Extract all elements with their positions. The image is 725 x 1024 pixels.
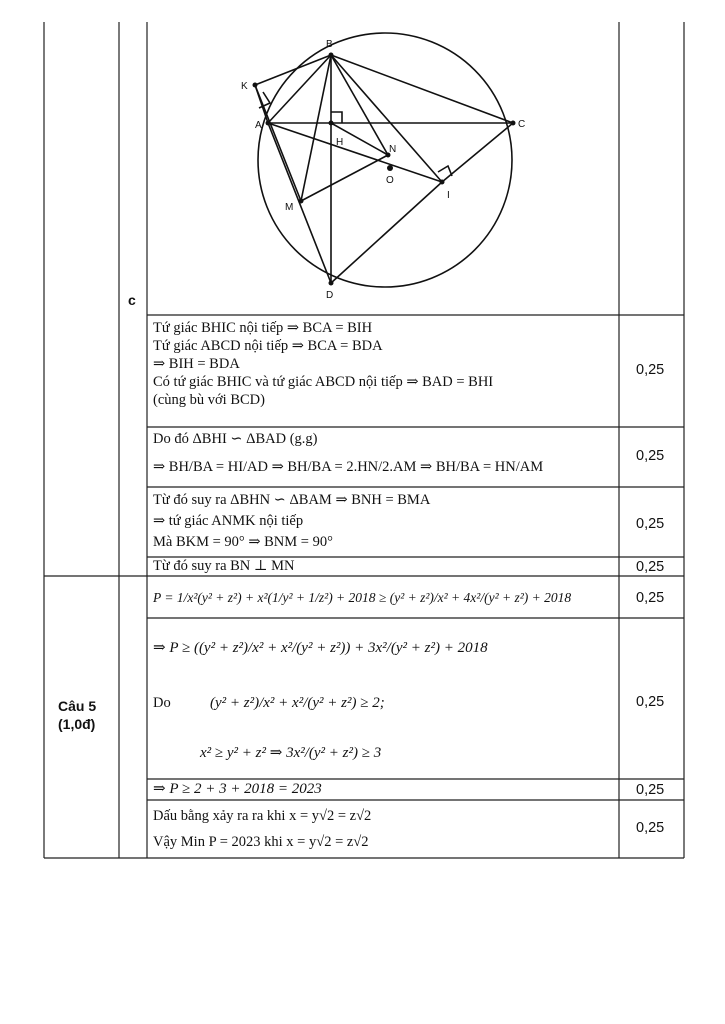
proof-line: (cùng bù với BCD)	[153, 392, 265, 408]
point-label-a: A	[255, 120, 262, 131]
proof-line: ⇒ tứ giác ANMK nội tiếp	[153, 513, 304, 529]
proof-line: Từ đó suy ra ΔBHN ∽ ΔBAM ⇒ BNH = BMA	[153, 492, 431, 508]
point-label-o: O	[386, 175, 394, 186]
point-label-d: D	[326, 290, 334, 301]
score: 0,25	[636, 516, 665, 532]
equation: P = 1/x²(y² + z²) + x²(1/y² + 1/z²) + 2018 ≥ (y² + z²)/x² + 4x²/(y² + z²) + 2018	[153, 590, 572, 605]
score: 0,25	[636, 559, 665, 575]
proof-line: Có tứ giác BHIC và tứ giác ABCD nội tiếp ⇒ BAD = BHI	[153, 374, 494, 390]
score: 0,25	[636, 362, 665, 378]
proof-line: ⇒ BIH = BDA	[153, 356, 240, 372]
proof-line: ⇒ BH/BA = HI/AD ⇒ BH/BA = 2.HN/2.AM ⇒ BH/BA = HN/AM	[153, 459, 544, 475]
proof-line: Từ đó suy ra BN ⊥ MN	[153, 558, 295, 574]
proof-line: Dấu bằng xảy ra ra khi x = y√2 = z√2	[153, 808, 372, 824]
question-label: Câu 5	[58, 698, 97, 714]
point-label-k: K	[241, 81, 248, 92]
point-label-n: N	[389, 144, 397, 155]
score: 0,25	[636, 694, 665, 710]
score: 0,25	[636, 590, 665, 606]
equation: (y² + z²)/x² + x²/(y² + z²) ≥ 2;	[210, 695, 385, 711]
question-points: (1,0đ)	[58, 716, 96, 732]
score: 0,25	[636, 782, 665, 798]
equation: ⇒ P ≥ ((y² + z²)/x² + x²/(y² + z²)) + 3x²/(y² + z²) + 2018	[153, 640, 488, 656]
proof-line: Tứ giác BHIC nội tiếp ⇒ BCA = BIH	[153, 320, 373, 336]
point-label-c: C	[518, 119, 526, 130]
proof-word-do: Do	[153, 695, 171, 711]
circle-o	[258, 33, 512, 287]
part-label-c: c	[128, 292, 136, 308]
proof-line: Mà BKM = 90° ⇒ BNM = 90°	[153, 534, 333, 550]
point-label-h: H	[336, 137, 344, 148]
point-label-b: B	[326, 39, 333, 50]
proof-line: Tứ giác ABCD nội tiếp ⇒ BCA = BDA	[153, 338, 383, 354]
equation: ⇒ P ≥ 2 + 3 + 2018 = 2023	[153, 781, 322, 797]
point-label-i: I	[447, 190, 450, 201]
equation: x² ≥ y² + z² ⇒ 3x²/(y² + z²) ≥ 3	[200, 745, 382, 761]
proof-line: Do đó ΔBHI ∽ ΔBAD (g.g)	[153, 431, 318, 447]
score: 0,25	[636, 448, 665, 464]
proof-line: Vậy Min P = 2023 khi x = y√2 = z√2	[153, 834, 369, 850]
score: 0,25	[636, 820, 665, 836]
point-label-m: M	[285, 202, 294, 213]
